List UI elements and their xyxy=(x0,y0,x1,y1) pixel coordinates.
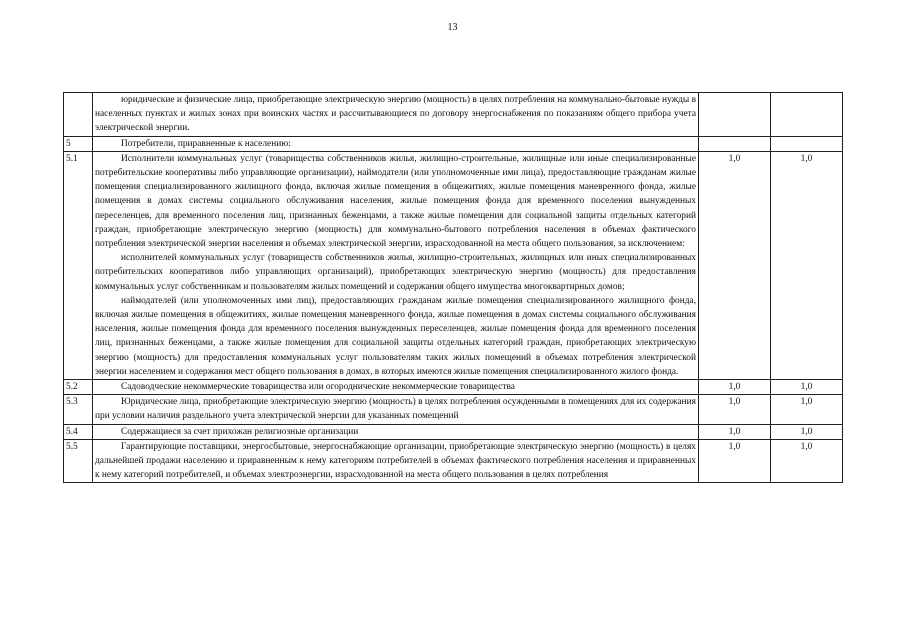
row-number: 5.4 xyxy=(64,424,93,439)
table-row xyxy=(64,424,843,439)
tariff-table xyxy=(63,92,843,483)
description-paragraph: наймодателей (или уполномоченных ими лиц), предоставляющих гражданам жилые помещения специализированного жилищного фонда, включая жилые помещения в общежитиях, жилые помещения маневренного фонда, жилые помещения в домах системы социального обслуживания населения, жилые помещения фонда для временного поселения вынужденных переселенцев, жилые помещения фонда для временного поселения лиц, признанных беженцами, а также жилые помещения для социальной защиты отдельных категорий граждан, приобретающих электрическую энергию (мощность) для предоставления коммунальных услуг пользователям таких жилых помещений в объемах потребления электрической энергии населением и содержания мест общего пользования в домах, в которых имеются жилые помещения специализированного жилого фонда. xyxy=(95,295,696,377)
row-description xyxy=(93,93,699,137)
coefficient-value-1: 1,0 xyxy=(699,380,771,395)
row-number xyxy=(64,93,93,137)
description-paragraph: Гарантирующие поставщики, энергосбытовые, энергоснабжающие организации, приобретающие электрическую энергию (мощность) в целях дальнейшей продажи населению и приравненным к нему категориям потребителей в объемах фактического потребления населения и приравненных к нему категорий потребителей, и объемах электроэнергии, израсходованной на места общего пользования в целях потребления xyxy=(95,441,696,481)
coefficient-value-1: 1,0 xyxy=(699,439,771,483)
coefficient-value-2 xyxy=(771,136,843,151)
page-number: 13 xyxy=(447,22,458,33)
coefficient-value-2: 1,0 xyxy=(771,395,843,424)
description-paragraph: Исполнители коммунальных услуг (товарищества собственников жилья, жилищно-строительные, жилищные или иные специализированные потребительские кооперативы либо управляющие организации), наймодатели (или уполномоченные ими лица), предоставляющие гражданам жилые помещения специализированного жилищного фонда, включая жилые помещения в общежитиях, жилые помещения маневренного фонда, жилые помещения в домах системы социального обслуживания населения, жилые помещения фонда для временного поселения вынужденных переселенцев, для временного поселения лиц, признанных беженцами, а также жилые помещения для социальной защиты отдельных категорий граждан, приобретающие электрическую энергию (мощность) для коммунально-бытового потребления населения в объемах фактического потребления электрической энергии населения и объемах электрической энергии, израсходованной на места общего пользования, за исключением: xyxy=(95,153,696,250)
description-paragraph: Юридические лица, приобретающие электрическую энергию (мощность) в целях потребления осужденными в помещениях для их содержания при условии наличия раздельного учета электрической энергии для указанных помещений xyxy=(95,397,696,422)
coefficient-value-2 xyxy=(771,93,843,137)
coefficient-value-1 xyxy=(699,136,771,151)
description-paragraph: Потребители, приравненные к населению: xyxy=(121,138,291,149)
table-row xyxy=(64,93,843,137)
description-paragraph: Содержащиеся за счет прихожан религиозные организации xyxy=(121,426,359,437)
coefficient-value-1 xyxy=(699,93,771,137)
row-description xyxy=(93,424,699,439)
coefficient-value-2: 1,0 xyxy=(771,424,843,439)
row-number: 5 xyxy=(64,136,93,151)
coefficient-value-2: 1,0 xyxy=(771,380,843,395)
table-row xyxy=(64,136,843,151)
row-number: 5.1 xyxy=(64,151,93,379)
row-description xyxy=(93,136,699,151)
row-description xyxy=(93,380,699,395)
row-description xyxy=(93,151,699,379)
row-description xyxy=(93,395,699,424)
coefficient-value-2: 1,0 xyxy=(771,151,843,379)
coefficient-value-1: 1,0 xyxy=(699,424,771,439)
table-row xyxy=(64,395,843,424)
row-description xyxy=(93,439,699,483)
coefficient-value-1: 1,0 xyxy=(699,395,771,424)
coefficient-value-2: 1,0 xyxy=(771,439,843,483)
row-number: 5.2 xyxy=(64,380,93,395)
description-paragraph: Садоводческие некоммерческие товарищества или огороднические некоммерческие товарищества xyxy=(121,382,515,393)
description-paragraph: исполнителей коммунальных услуг (товариществ собственников жилья, жилищно-строительных, жилищных или иных специализированных потребительских кооперативов либо управляющих организаций), приобретающих электрическую энергию (мощность) для предоставления коммунальных услуг собственникам и пользователям жилых помещений и содержания общего имущества многоквартирных домов; xyxy=(95,253,696,292)
description-paragraph: юридические и физические лица, приобретающие электрическую энергию (мощность) в целях потребления на коммунально-бытовые нужды в населенных пунктах и жилых зонах при воинских частях и рассчитывающиеся по договору энергоснабжения по показаниям общего прибора учета электрической энергии. xyxy=(95,95,696,134)
coefficient-value-1: 1,0 xyxy=(699,151,771,379)
table-row xyxy=(64,439,843,483)
table-row xyxy=(64,151,843,379)
table-row xyxy=(64,380,843,395)
row-number: 5.5 xyxy=(64,439,93,483)
row-number: 5.3 xyxy=(64,395,93,424)
